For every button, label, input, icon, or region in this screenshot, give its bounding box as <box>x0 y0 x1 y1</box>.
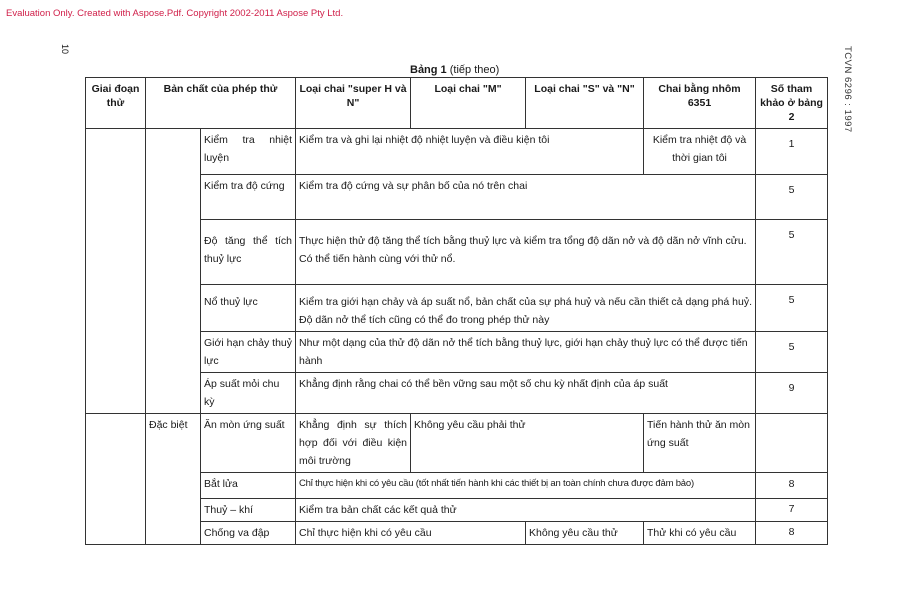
group-cell-empty <box>146 129 201 414</box>
table-row <box>86 414 828 473</box>
test-name: Áp suất mỏi chu kỳ <box>201 373 296 414</box>
group-label: Đặc biệt <box>146 414 201 545</box>
test-name: Kiểm tra nhiệt luyện <box>201 129 296 175</box>
test-name: Ăn mòn ứng suất <box>201 414 296 473</box>
header-row <box>86 78 828 129</box>
reference-number: 5 <box>756 175 828 220</box>
test-name: Độ tăng thể tích thuỷ lực <box>201 220 296 285</box>
super-requirement: Khẳng định sự thích hợp đối với điều kiện môi trường <box>296 414 411 473</box>
header-reference: Số tham khảo ở bảng 2 <box>756 78 828 129</box>
test-description: Chỉ thực hiện khi có yêu cầu (tốt nhất tiến hành khi các thiết bị an toàn chính chưa được đảm bảo) <box>296 473 756 499</box>
test-description: Kiểm tra và ghi lại nhiệt độ nhiệt luyện và điều kiện tôi <box>296 129 644 175</box>
reference-number: 1 <box>756 129 828 175</box>
test-description: Kiểm tra giới hạn chảy và áp suất nổ, bản chất của sự phá huỷ và nếu cần thiết cả dạng phá huỷ. Độ dãn nở thể tích cũng có thể đo trong phép thử này <box>296 285 756 332</box>
table-caption <box>410 64 499 76</box>
table-row <box>86 129 828 175</box>
reference-number: 8 <box>756 473 828 499</box>
reference-number: 5 <box>756 332 828 373</box>
reference-number: 9 <box>756 373 828 414</box>
m-sn-requirement: Không yêu cầu phải thử <box>411 414 644 473</box>
caption-continued: (tiếp theo) <box>449 64 500 76</box>
test-name: Chống va đập <box>201 522 296 545</box>
header-stage: Giai đoạn thử <box>86 78 146 129</box>
reference-number: 8 <box>756 522 828 545</box>
test-name: Giới hạn chảy thuỷ lực <box>201 332 296 373</box>
test-description: Thực hiện thử độ tăng thể tích bằng thuỷ lực và kiểm tra tổng độ dãn nở và độ dãn nở vĩnh cửu. Có thể tiến hành cùng với thử nổ. <box>296 220 756 285</box>
aluminium-requirement: Tiến hành thử ăn mòn ứng suất <box>644 414 756 473</box>
reference-number: 5 <box>756 220 828 285</box>
reference-number <box>756 414 828 473</box>
test-name: Nổ thuỷ lực <box>201 285 296 332</box>
reference-number: 5 <box>756 285 828 332</box>
header-nature: Bản chất của phép thử <box>146 78 296 129</box>
test-description: Khẳng định rằng chai có thể bền vững sau một số chu kỳ nhất định của áp suất <box>296 373 756 414</box>
test-table <box>85 77 828 545</box>
test-description: Kiểm tra độ cứng và sự phân bố của nó trên chai <box>296 175 756 220</box>
header-sn: Loại chai "S" và "N" <box>526 78 644 129</box>
test-name: Kiểm tra độ cứng <box>201 175 296 220</box>
caption-title: Bảng 1 <box>410 64 447 76</box>
evaluation-watermark: Evaluation Only. Created with Aspose.Pdf. Copyright 2002-2011 Aspose Pty Ltd. <box>6 8 344 19</box>
test-description: Kiểm tra bản chất các kết quả thử <box>296 499 756 522</box>
page-number: 10 <box>60 44 70 55</box>
test-name: Bắt lửa <box>201 473 296 499</box>
test-description: Như một dạng của thử độ dãn nở thể tích bằng thuỷ lực, giới hạn chảy thuỷ lực có thể được tiến hành <box>296 332 756 373</box>
aluminium-requirement: Kiểm tra nhiệt độ và thời gian tôi <box>644 129 756 175</box>
reference-number: 7 <box>756 499 828 522</box>
test-name: Thuỷ – khí <box>201 499 296 522</box>
header-super: Loại chai "super H và N" <box>296 78 411 129</box>
header-aluminium: Chai bằng nhôm 6351 <box>644 78 756 129</box>
aluminium-requirement: Thử khi có yêu cầu <box>644 522 756 545</box>
super-m-requirement: Chỉ thực hiện khi có yêu cầu <box>296 522 526 545</box>
stage-cell-empty <box>86 414 146 545</box>
standard-code: TCVN 6296 : 1997 <box>842 46 853 133</box>
header-m: Loại chai "M" <box>411 78 526 129</box>
sn-requirement: Không yêu cầu thử <box>526 522 644 545</box>
stage-cell-empty <box>86 129 146 414</box>
